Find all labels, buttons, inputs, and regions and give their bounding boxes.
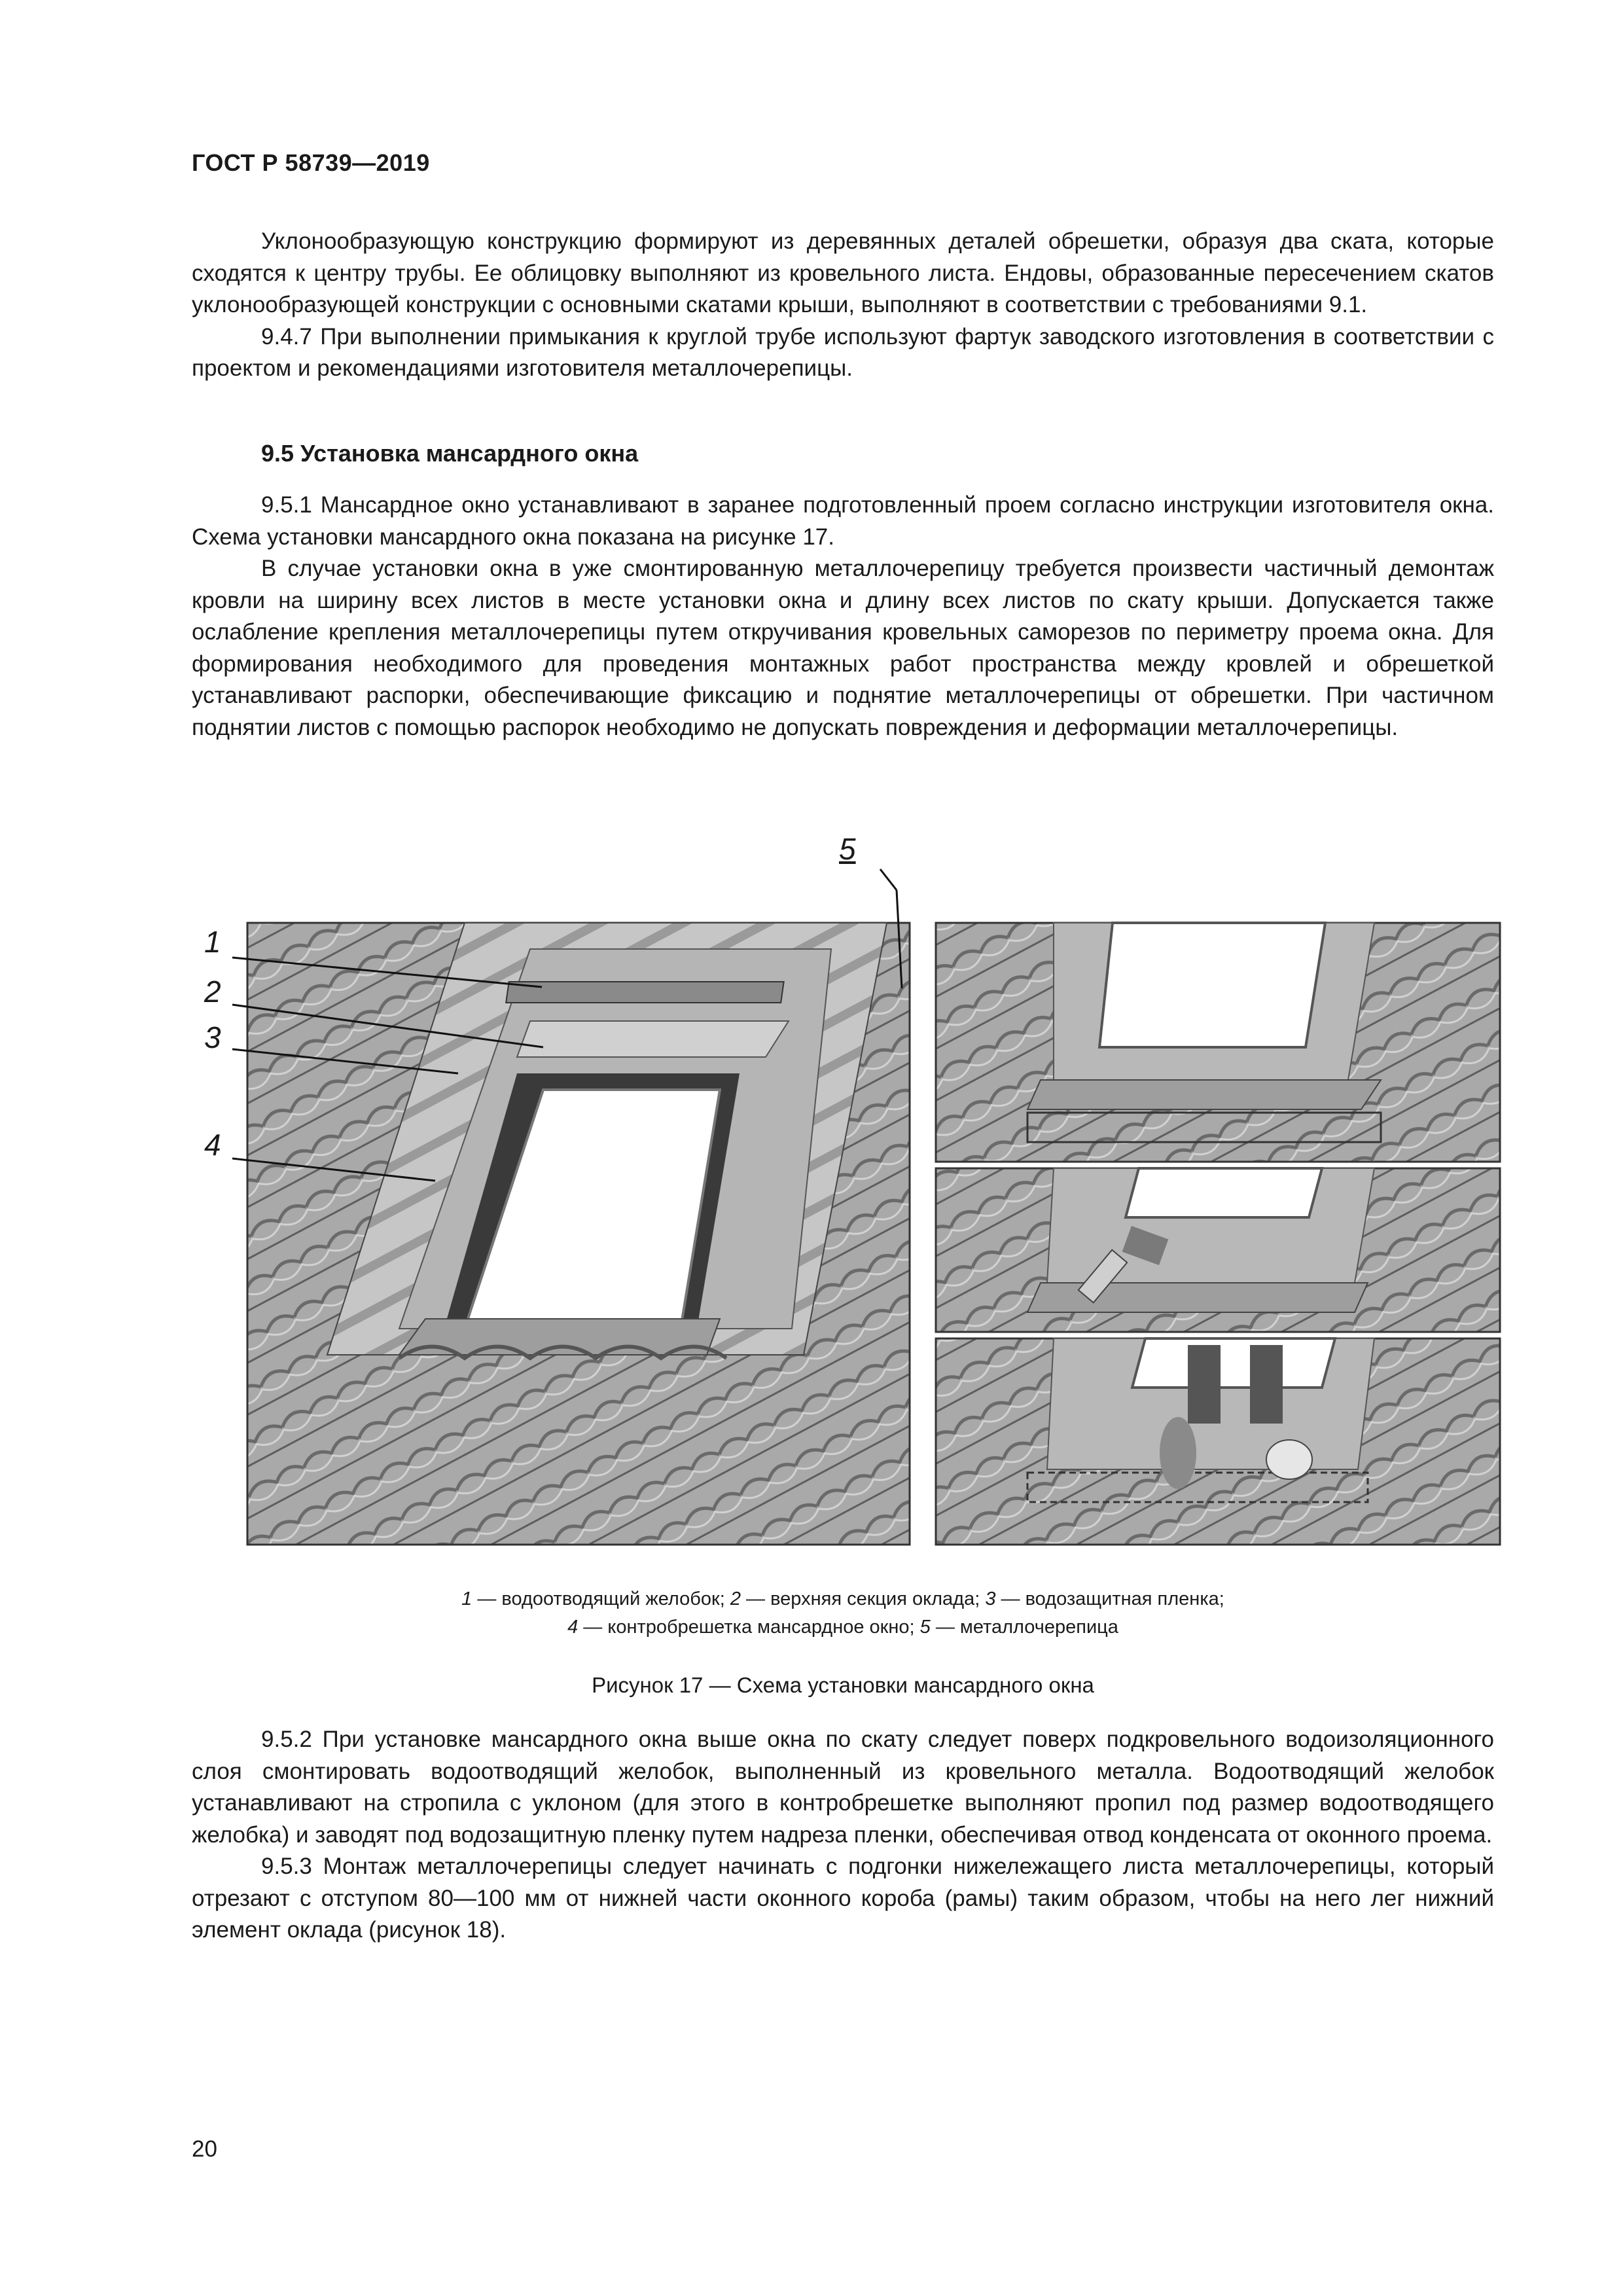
callout-3: 3 [204, 1020, 221, 1054]
paragraph: Уклонообразующую конструкцию формируют из деревянных деталей обрешетки, образуя два ската, которые сходятся к центру трубы. Ее облицовку выполняют из кровельного листа. Ендовы, образованные пересечением скатов уклонообразующей конструкции с основными скатами крыши, выполняют в соответствии с требованиями 9.1. [192, 228, 1494, 317]
text-block-bottom [192, 1724, 1494, 1946]
section-heading: 9.5 Установка мансардного окна [261, 440, 639, 467]
paragraph: 9.5.2 При установке мансардного окна выше окна по скату следует поверх подкровельного водоизоляционного слоя смонтировать водоотводящий желобок, выполненный из кровельного металла. Водоотводящий желобок устанавливают на стропила с уклоном (для этого в контробрешетке выполняют пропил под размер водоотводящего желобка) и заводят под водозащитную пленку путем надреза пленки, обеспечивая отвод конденсата от оконного проема. [192, 1727, 1494, 1848]
callout-2: 2 [204, 975, 221, 1009]
callout-4: 4 [204, 1128, 221, 1162]
paragraph: В случае установки окна в уже смонтированную металлочерепицу требуется произвести частичный демонтаж кровли на ширину всех листов в месте установки окна и длину всех листов по скату крыши. Допускается также ослабление крепления металлочерепицы путем откручивания кровельных саморезов по периметру проема окна. Для формирования необходимого для проведения монтажных работ пространства между кровлей и обрешеткой устанавливают распорки, обеспечивающие фиксацию и поднятие металлочерепицы от обрешетки. При частичном поднятии листов с помощью распорок необходимо не допускать повреждения и деформации металлочерепицы. [192, 556, 1494, 740]
legend-num-1: 1 [461, 1588, 473, 1609]
panel-right-top [936, 923, 1500, 1162]
legend-text-2: — верхняя секция оклада; [740, 1588, 986, 1609]
text-block-top [192, 226, 1494, 385]
legend-text-3: — водозащитная пленка; [995, 1588, 1224, 1609]
legend-text-1: — водоотводящий желобок; [472, 1588, 730, 1609]
page-number: 20 [192, 2136, 217, 2162]
panel-right-middle [936, 1168, 1500, 1332]
legend-text-4: — контробрешетка мансардное окно; [578, 1617, 920, 1638]
paragraph: 9.5.3 Монтаж металлочерепицы следует начинать с подгонки нижележащего листа металлочерепицы, который отрезают с отступом 80—100 мм от нижней части оконного короба (рамы) таким образом, чтобы на него лег нижний элемент оклада (рисунок 18). [192, 1854, 1494, 1943]
legend-line-1 [192, 1585, 1494, 1613]
paragraph: 9.4.7 При выполнении примыкания к круглой трубе используют фартук заводского изготовления в соответствии с проектом и рекомендациями изготовителя металлочерепицы. [192, 323, 1494, 381]
callout-1: 1 [204, 925, 221, 959]
legend-num-4: 4 [567, 1617, 579, 1638]
figure-17 [177, 831, 1512, 1571]
legend-num-3: 3 [985, 1588, 996, 1609]
legend-num-5: 5 [919, 1617, 931, 1638]
document-header: ГОСТ Р 58739—2019 [192, 149, 430, 176]
text-block-mid [192, 490, 1494, 744]
roof-window-illustration [177, 831, 1512, 1571]
panel-left [247, 923, 910, 1545]
figure-legend [192, 1585, 1494, 1641]
figure-title: Рисунок 17 — Схема установки мансардного окна [592, 1673, 1094, 1697]
panel-right-bottom [936, 1338, 1500, 1545]
legend-line-2 [192, 1613, 1494, 1641]
legend-num-2: 2 [730, 1588, 741, 1609]
paragraph: 9.5.1 Мансардное окно устанавливают в заранее подготовленный проем согласно инструкции изготовителя окна. Схема установки мансардного окна показана на рисунке 17. [192, 492, 1494, 550]
callout-5: 5 [839, 832, 856, 866]
legend-text-5: — металлочерепица [930, 1617, 1118, 1638]
